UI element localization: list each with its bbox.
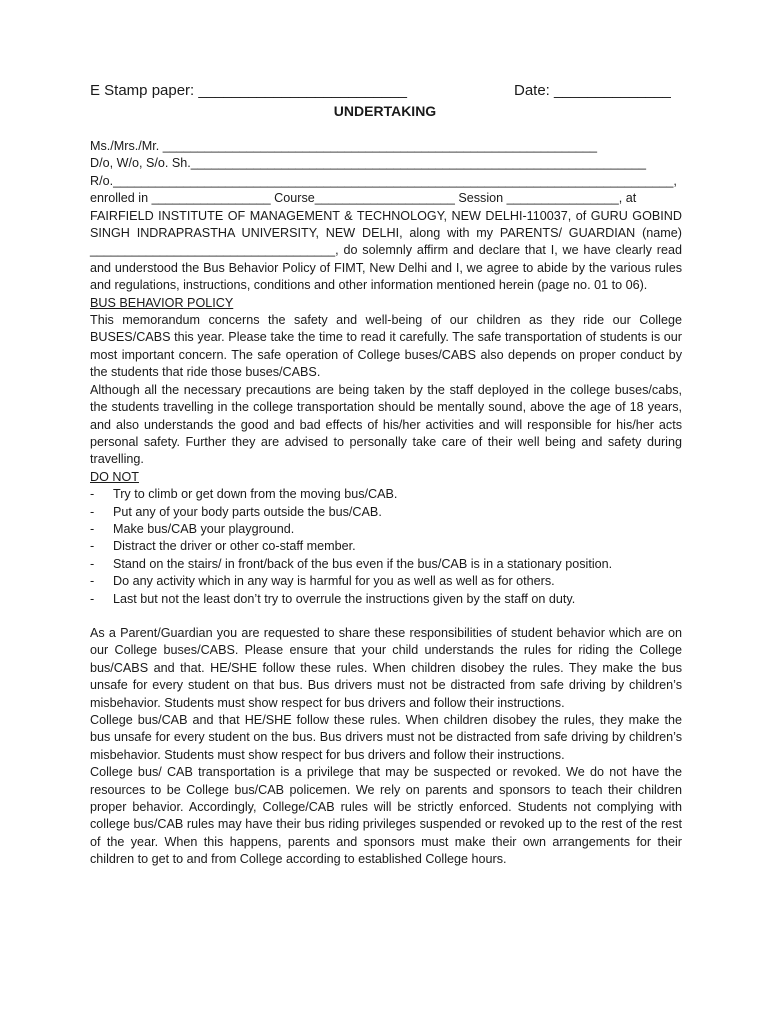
policy-heading: BUS BEHAVIOR POLICY <box>90 295 234 310</box>
spacer <box>90 608 682 625</box>
bullet-dash: - <box>90 487 95 502</box>
list-item: - Last but not the least don’t try to overrule the instructions given by the staff on duty. <box>90 591 682 608</box>
list-item: - Distract the driver or other co-staff member. <box>90 538 682 555</box>
enrollment-line: enrolled in _________________ Course____________________ Session ________________, at <box>90 191 637 206</box>
residence-line: R/o.________________________________________________________________________________, <box>90 173 677 188</box>
bullet-dash: - <box>90 574 95 589</box>
estamp-field: E Stamp paper: _________________________ <box>90 82 407 99</box>
policy-paragraph-2: Although all the necessary precautions are being taken by the staff deployed in the college buses/cabs, the students travelling in the college transportation should be mentally sound, above the age of 18 years, and also understands the good and bad effects of his/her activities and will responsible for his/her acts personal safety. Further they are advised to personally take care of their well being and safety during travelling. <box>90 382 682 467</box>
list-item: - Try to climb or get down from the moving bus/CAB. <box>90 486 682 503</box>
do-not-list <box>90 486 682 608</box>
bullet-dash: - <box>90 504 95 519</box>
declaration-paragraph: FAIRFIELD INSTITUTE OF MANAGEMENT & TECHNOLOGY, NEW DELHI-110037, of GURU GOBIND SINGH INDRAPRASTHA UNIVERSITY, NEW DELHI, along with my PARENTS/ GUARDIAN (name) ___________________________________, do solemnly affirm and declare that I, we have clearly read and understood the Bus Behavior Policy of FIMT, New Delhi and I, we agree to abide by the various rules and regulations, instructions, conditions and other information mentioned herein (page no. 01 to 06). <box>90 208 682 293</box>
document-body <box>90 138 682 869</box>
bullet-dash: - <box>90 521 95 536</box>
name-line: Ms./Mrs./Mr. ______________________________________________________________ <box>90 139 598 153</box>
privilege-paragraph: College bus/ CAB transportation is a privilege that may be suspected or revoked. We do not have the resources to be College bus/CAB policemen. We rely on parents and sponsors to teach their children proper behavior. Accordingly, College/CAB rules will be strictly enforced. Students not complying with college bus/CAB rules may have their bus riding privileges suspended or revoked up to the rest of the rest of the year. When this happens, parents and sponsors must make their own arrangements for their children to get to and from College according to established College hours. <box>90 765 682 867</box>
list-item: - Make bus/CAB your playground. <box>90 521 682 538</box>
bullet-dash: - <box>90 556 95 571</box>
bullet-dash: - <box>90 539 95 554</box>
bullet-dash: - <box>90 591 95 606</box>
page-title: UNDERTAKING <box>333 103 437 119</box>
list-item: - Do any activity which in any way is harmful for you as well as well as for others. <box>90 573 682 590</box>
parent-paragraph: As a Parent/Guardian you are requested to share these responsibilities of student behavior which are on our College buses/CABS. Please ensure that your child understands the rules for riding the College bus/CABS and that. HE/SHE follow these rules. When children disobey the rules. They make the bus unsafe for every student on that bus. Bus drivers must not be distracted from safe driving by children’s misbehavior. Students must show respect for bus drivers and follow their instructions. <box>90 625 682 710</box>
do-not-heading: DO NOT <box>90 469 139 484</box>
rules-paragraph: College bus/CAB and that HE/SHE follow these rules. When children disobey the rules, they make the bus unsafe for every student on the bus. Bus drivers must not be distracted from safe driving by children’s misbehavior. Students must show respect for bus drivers and follow their instructions. <box>90 713 682 762</box>
policy-paragraph-1: This memorandum concerns the safety and well-being of our children as they ride our College BUSES/CABS this year. Please take the time to read it carefully. The safe transportation of students is our most important concern. The safe operation of College buses/CABS also depends on proper conduct by the students that ride those buses/CABS. <box>90 313 682 380</box>
list-item: - Stand on the stairs/ in front/back of the bus even if the bus/CAB is in a stationary position. <box>90 556 682 573</box>
list-item: - Put any of your body parts outside the bus/CAB. <box>90 504 682 521</box>
date-field: Date: ______________ <box>514 82 671 99</box>
relation-line: D/o, W/o, S/o. Sh._________________________________________________________________ <box>90 156 647 171</box>
